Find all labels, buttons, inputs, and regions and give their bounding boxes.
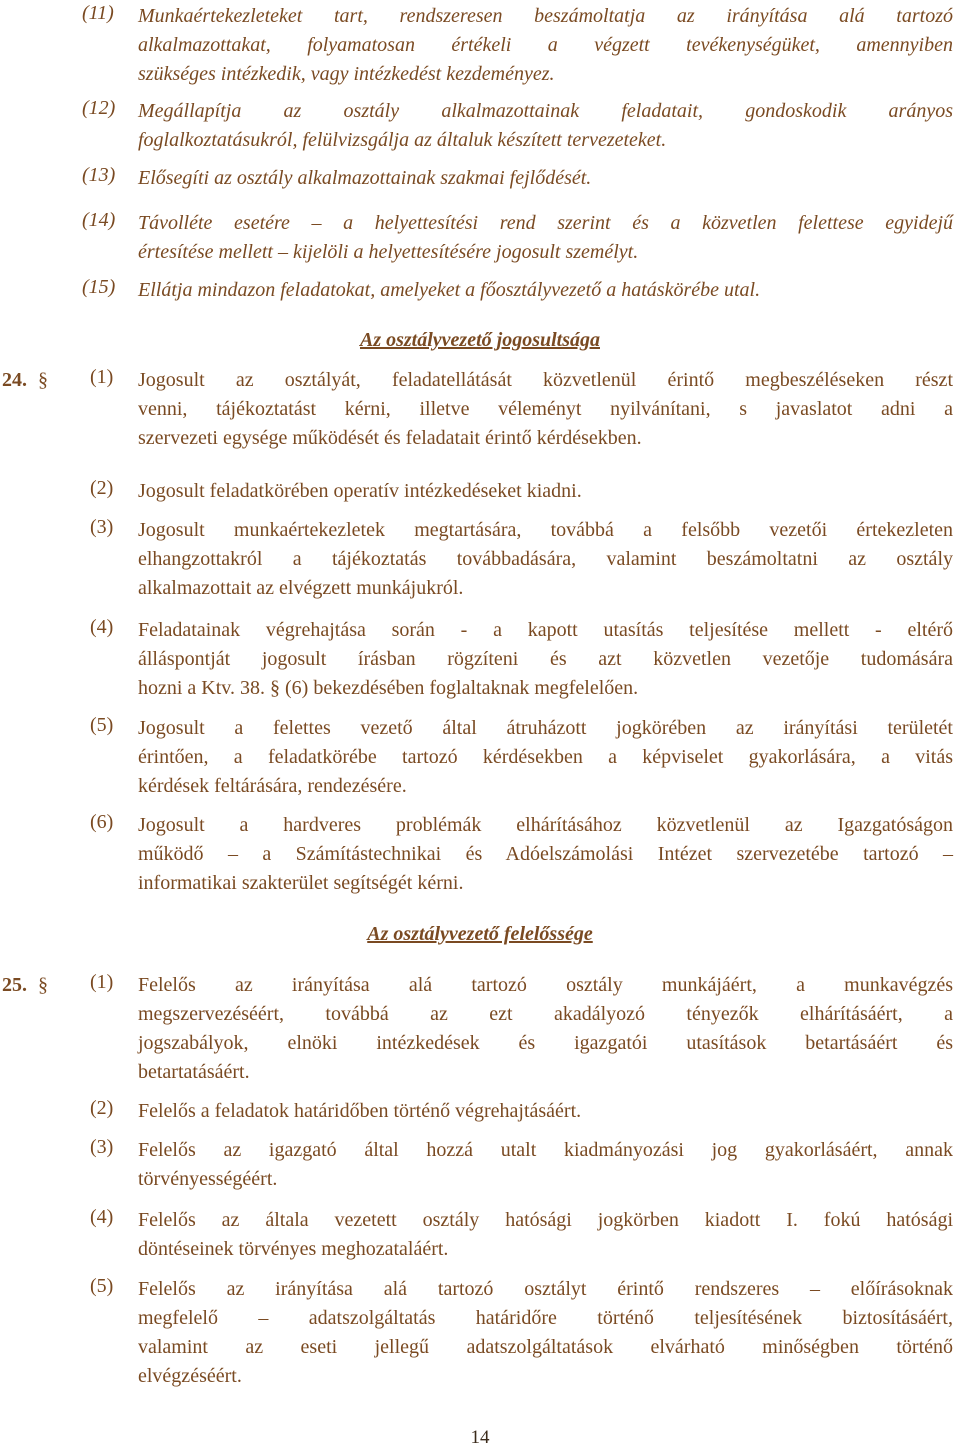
paragraph-sign: §: [38, 974, 48, 996]
item-number: (1): [90, 971, 114, 993]
text-line: venni, tájékoztatást kérni, illetve véleményt nyilvánítani, s javaslatot adni a: [138, 398, 953, 420]
item-number: (6): [90, 811, 114, 833]
text-line: Feladatainak végrehajtása során - a kapott utasítás teljesítése mellett - eltérő: [138, 619, 953, 641]
text-line: Megállapítja az osztály alkalmazottainak feladatait, gondoskodik arányos: [138, 100, 953, 122]
text-line: Felelős a feladatok határidőben történő végrehajtásáért.: [138, 1100, 582, 1122]
text-line: Munkaértekezleteket tart, rendszeresen beszámoltatja az irányítása alá tartozó: [138, 5, 953, 27]
text-line: megszervezéséért, továbbá az ezt akadályozó tényezők elhárításáért, a: [138, 1003, 953, 1025]
text-line: alkalmazottait az elvégzett munkájukról.: [138, 577, 464, 599]
item-text: [138, 97, 953, 155]
item-text: [138, 276, 953, 305]
text-line: valamint az eseti jellegű adatszolgáltatások elvárható minőségben történő: [138, 1336, 953, 1358]
text-line: törvényességéért.: [138, 1168, 278, 1190]
text-line: Felelős az igazgató által hozzá utalt kiadmányozási jog gyakorlásáért, annak: [138, 1139, 953, 1161]
section-heading: Az osztályvezető jogosultsága: [359, 329, 600, 351]
item-number: (5): [90, 714, 114, 736]
paragraph-sign: §: [38, 369, 48, 391]
text-line: Távolléte esetére – a helyettesítési rend szerint és a közvetlen felettese egyidejű: [138, 212, 953, 234]
text-line: álláspontját jogosult írásban rögzíteni és azt közvetlen vezetője tudomására: [138, 648, 953, 670]
text-line: érintően, a feladatkörébe tartozó kérdésekben a képviselet gyakorlására, a vitás: [138, 746, 953, 768]
text-line: alkalmazottakat, folyamatosan értékeli a végzett tevékenységüket, amennyiben: [138, 34, 953, 56]
text-line: elhangzottakról a tájékoztatás továbbadására, valamint beszámoltatni az osztály: [138, 548, 953, 570]
item-number: (5): [90, 1275, 114, 1297]
text-line: foglalkoztatásukról, felülvizsgálja az általuk készített tervezeteket.: [138, 129, 667, 151]
item-text: [138, 366, 953, 453]
text-line: Felelős az irányítása alá tartozó osztály munkájáért, a munkavégzés: [138, 974, 953, 996]
text-line: elvégzéséért.: [138, 1365, 242, 1387]
text-line: Felelős az általa vezetett osztály hatósági jogkörben kiadott I. fokú hatósági: [138, 1209, 953, 1231]
item-text: [138, 516, 953, 603]
item-number: (12): [82, 97, 116, 119]
text-line: működő – a Számítástechnikai és Adóelszámolási Intézet szervezetébe tartozó –: [138, 843, 953, 865]
item-text: [138, 714, 953, 801]
item-text: [138, 616, 953, 703]
text-line: kérdések feltárására, rendezésére.: [138, 775, 407, 797]
section-heading: Az osztályvezető felelőssége: [367, 923, 593, 945]
item-number: (13): [82, 164, 116, 186]
text-line: Jogosult az osztályát, feladatellátását közvetlenül érintő megbeszéléseken részt: [138, 369, 953, 391]
text-line: Jogosult a felettes vezető által átruházott jogkörében az irányítási területét: [138, 717, 953, 739]
text-line: értesítése mellett – kijelöli a helyettesítésére jogosult személyt.: [138, 241, 639, 263]
text-line: Felelős az irányítása alá tartozó osztályt érintő rendszeres – előírásoknak: [138, 1278, 953, 1300]
item-number: (15): [82, 276, 116, 298]
item-number: (3): [90, 1136, 114, 1158]
item-text: [138, 209, 953, 267]
item-text: [138, 1275, 953, 1391]
text-line: Ellátja mindazon feladatokat, amelyeket a főosztályvezető a hatáskörébe utal.: [138, 279, 761, 301]
text-line: betartatásáért.: [138, 1061, 250, 1083]
item-text: [138, 1097, 953, 1126]
text-line: jogszabályok, elnöki intézkedések és igazgatói utasítások betartásáért és: [138, 1032, 953, 1054]
item-number: (2): [90, 1097, 114, 1119]
item-text: [138, 1136, 953, 1194]
item-number: (4): [90, 616, 114, 638]
text-line: Jogosult feladatkörében operatív intézkedéseket kiadni.: [138, 480, 582, 502]
text-line: Jogosult munkaértekezletek megtartására, továbbá a felsőbb vezetői értekezleten: [138, 519, 953, 541]
item-text: [138, 1206, 953, 1264]
text-line: megfelelő – adatszolgáltatás határidőre történő teljesítésének biztosításáért,: [138, 1307, 953, 1329]
text-line: szervezeti egysége működését és feladatait érintő kérdésekben.: [138, 427, 642, 449]
text-line: hozni a Ktv. 38. § (6) bekezdésében foglaltaknak megfelelően.: [138, 677, 639, 699]
item-number: (14): [82, 209, 116, 231]
text-line: Elősegíti az osztály alkalmazottainak szakmai fejlődését.: [138, 167, 592, 189]
item-number: (4): [90, 1206, 114, 1228]
section-number: 25.: [2, 974, 27, 996]
item-text: [138, 811, 953, 898]
text-line: informatikai szakterület segítségét kérni.: [138, 872, 464, 894]
item-number: (2): [90, 477, 114, 499]
text-line: Jogosult a hardveres problémák elhárításához közvetlenül az Igazgatóságon: [138, 814, 953, 836]
item-number: (3): [90, 516, 114, 538]
page-number: 14: [470, 1427, 490, 1448]
item-number: (1): [90, 366, 114, 388]
item-text: [138, 477, 953, 506]
item-text: [138, 971, 953, 1087]
item-number: (11): [82, 2, 114, 24]
section-number: 24.: [2, 369, 27, 391]
text-line: döntéseinek törvényes meghozataláért.: [138, 1238, 449, 1260]
item-text: [138, 2, 953, 89]
item-text: [138, 164, 953, 193]
text-line: szükséges intézkedik, vagy intézkedést kezdeményez.: [138, 63, 555, 85]
